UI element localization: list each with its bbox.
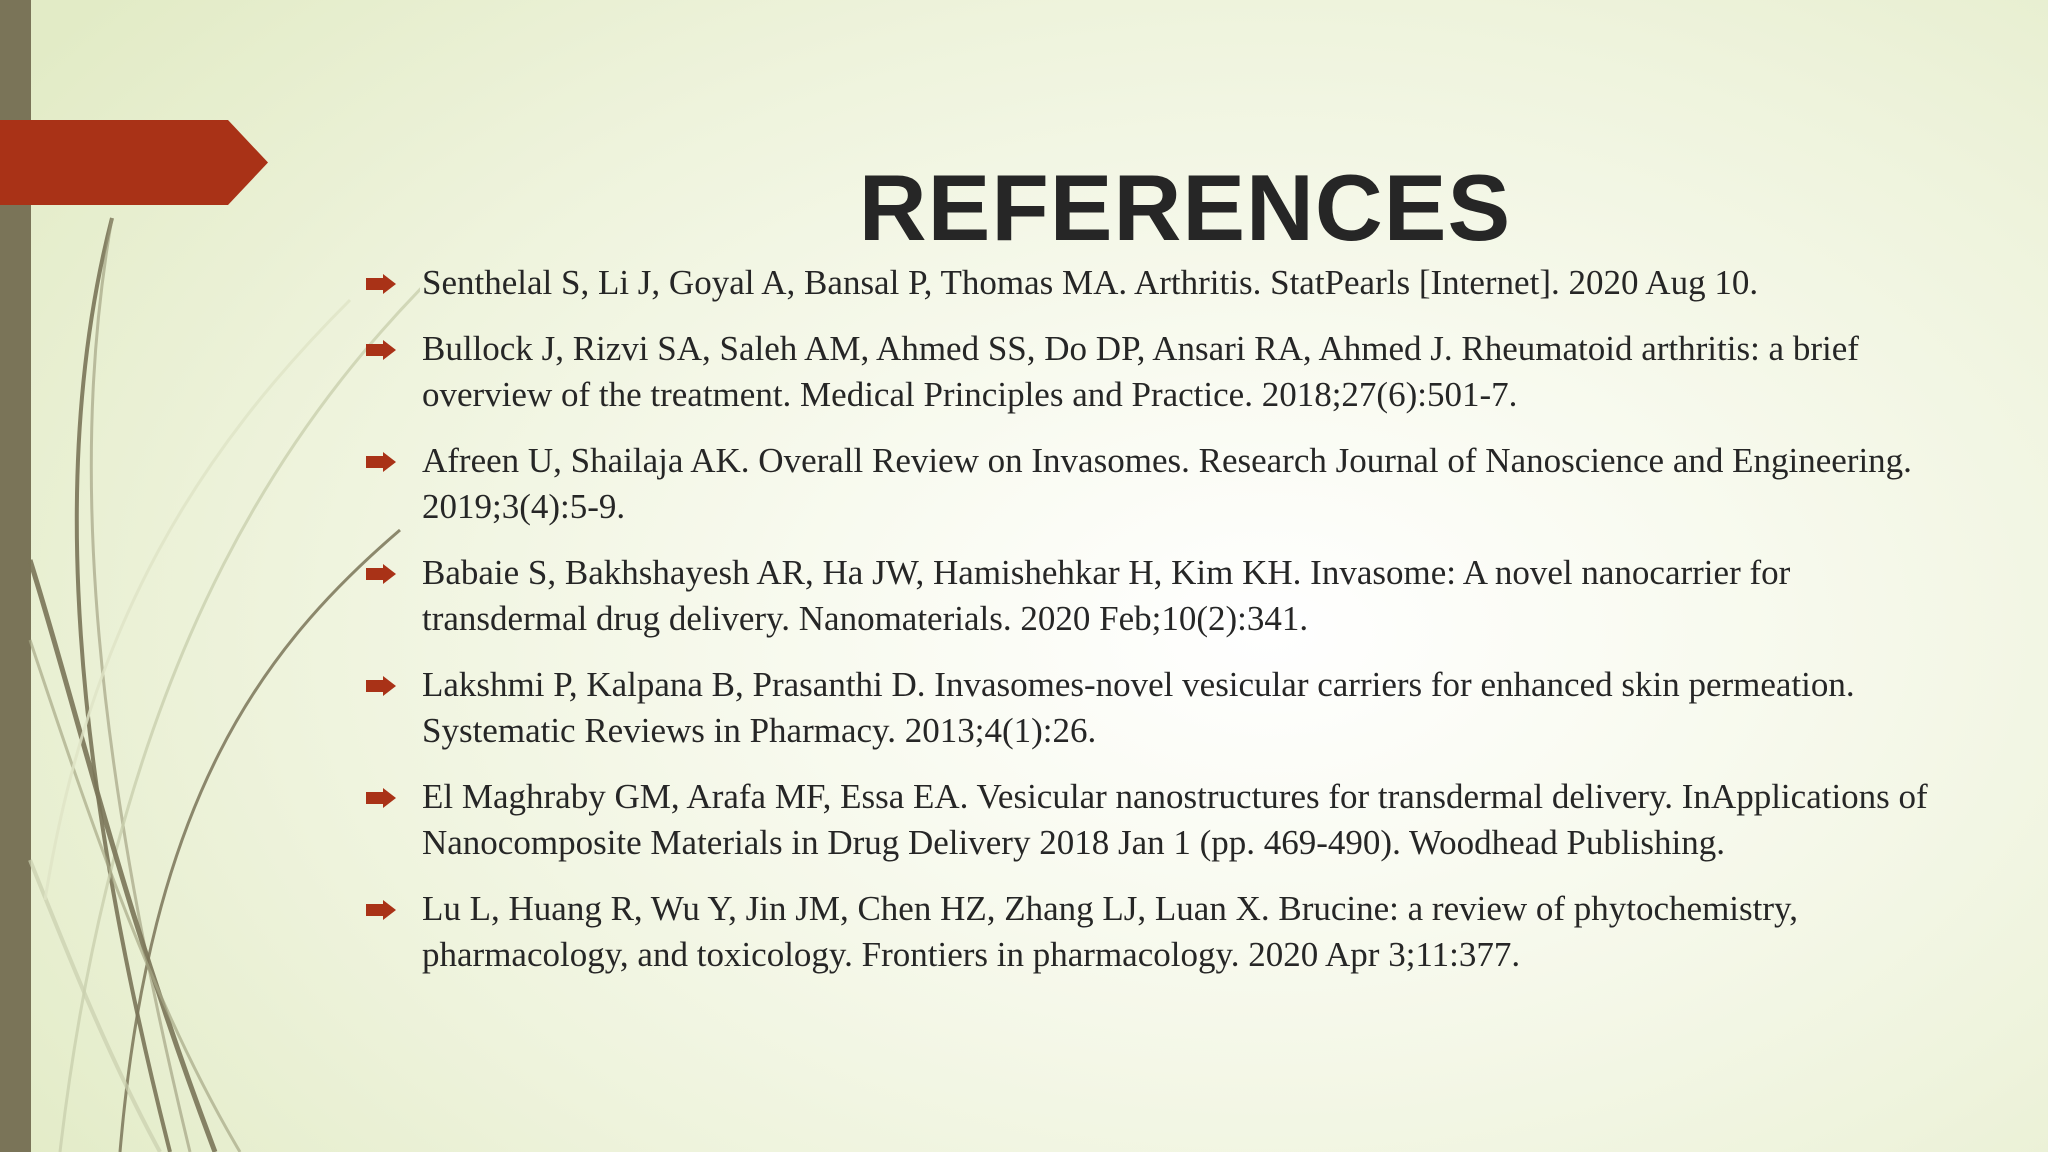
reference-text: Lu L, Huang R, Wu Y, Jin JM, Chen HZ, Zhang LJ, Luan X. Brucine: a review of phytochemistry, pharmacology, and toxicology. Frontiers in pharmacology. 2020 Apr 3;11:377. xyxy=(422,889,1799,974)
reference-text: Bullock J, Rizvi SA, Saleh AM, Ahmed SS, Do DP, Ansari RA, Ahmed J. Rheumatoid arthritis: a brief overview of the treatment. Medical Principles and Practice. 2018;27(6):501-7. xyxy=(422,329,1859,414)
reference-item xyxy=(362,550,1962,642)
arrow-bullet-icon xyxy=(366,452,396,472)
reference-item xyxy=(362,438,1962,530)
arrow-bullet-icon xyxy=(366,900,396,920)
reference-text: Babaie S, Bakhshayesh AR, Ha JW, Hamishehkar H, Kim KH. Invasome: A novel nanocarrier for transdermal drug delivery. Nanomaterials. 2020 Feb;10(2):341. xyxy=(422,553,1791,638)
reference-item xyxy=(362,662,1962,754)
title-arrow-tab xyxy=(0,120,268,205)
arrow-bullet-icon xyxy=(366,676,396,696)
reference-text: Senthelal S, Li J, Goyal A, Bansal P, Thomas MA. Arthritis. StatPearls [Internet]. 2020 Aug 10. xyxy=(422,263,1759,302)
arrow-bullet-icon xyxy=(366,274,396,294)
reference-list xyxy=(362,260,1962,998)
arrow-bullet-icon xyxy=(366,564,396,584)
reference-text: Afreen U, Shailaja AK. Overall Review on Invasomes. Research Journal of Nanoscience and Engineering. 2019;3(4):5-9. xyxy=(422,441,1912,526)
reference-item xyxy=(362,260,1962,306)
reference-text: El Maghraby GM, Arafa MF, Essa EA. Vesicular nanostructures for transdermal delivery. InApplications of Nanocomposite Materials in Drug Delivery 2018 Jan 1 (pp. 469-490). Woodhead Publishing. xyxy=(422,777,1928,862)
reference-item xyxy=(362,886,1962,978)
arrow-bullet-icon xyxy=(366,788,396,808)
reference-item xyxy=(362,774,1962,866)
reference-item xyxy=(362,326,1962,418)
slide-title: REFERENCES xyxy=(858,154,1512,260)
arrow-bullet-icon xyxy=(366,340,396,360)
reference-text: Lakshmi P, Kalpana B, Prasanthi D. Invasomes-novel vesicular carriers for enhanced skin permeation. Systematic Reviews in Pharmacy. 2013;4(1):26. xyxy=(422,665,1855,750)
